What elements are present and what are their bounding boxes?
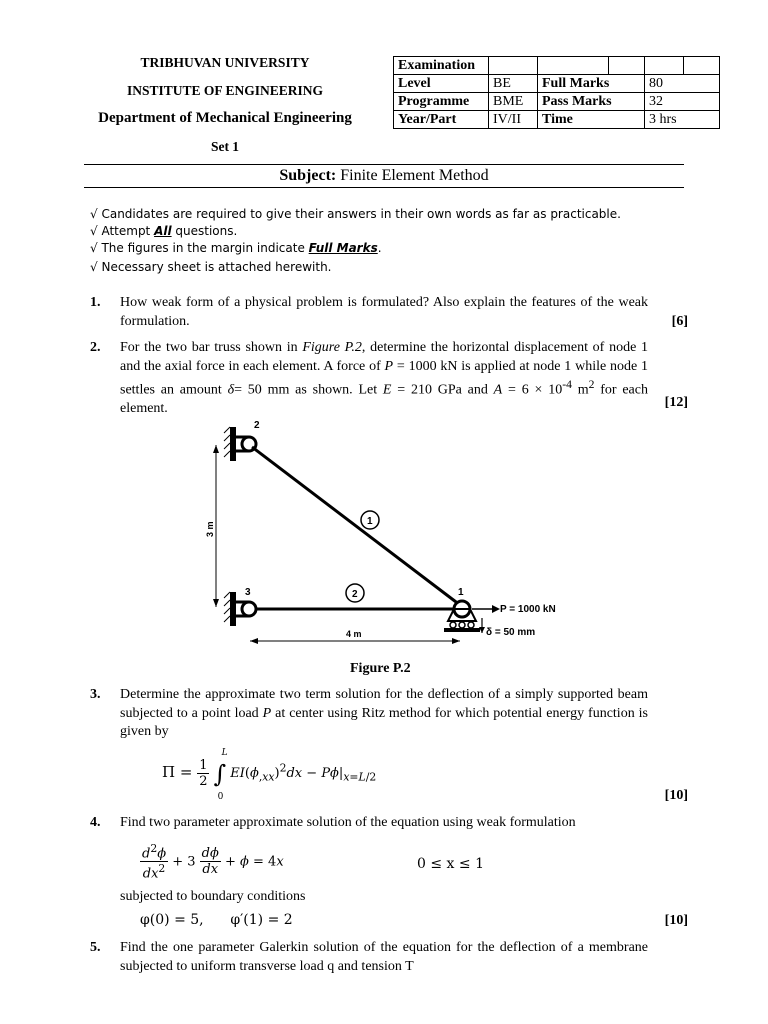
element-1-bar: [252, 447, 460, 605]
question-5-number: 5.: [90, 940, 101, 955]
university-name: TRIBHUVAN UNIVERSITY: [140, 55, 310, 70]
question-1-text: How weak form of a physical problem is formulated? Also explain the features of the weak formulation.: [120, 295, 648, 329]
question-2-marks: [12]: [664, 395, 688, 410]
truss-figure: [200, 415, 580, 650]
year-part-label: Year/Part: [394, 111, 489, 129]
question-2-number: 2.: [90, 340, 101, 355]
node-2-label: 2: [254, 420, 260, 431]
instruction-2: √ Attempt All questions.: [90, 224, 238, 238]
full-marks-value: 80: [645, 75, 720, 93]
subject-name: Finite Element Method: [340, 167, 489, 184]
level-value: BE: [489, 75, 538, 93]
set-label: Set 1: [210, 139, 240, 154]
question-3-text: Determine the approximate two term solution for the deflection of a simply supported beam subjected to a point load P at center using Ritz method for which potential energy function is given by: [120, 687, 648, 739]
question-1-number: 1.: [90, 295, 101, 310]
question-5-text: Find the one parameter Galerkin solution of the equation for the deflection of a membrane subjected to uniform transverse load q and tension T: [120, 940, 648, 974]
time-label: Time: [538, 111, 645, 129]
department-name: Department of Mechanical Engineering: [98, 110, 352, 126]
instruction-1: √ Candidates are required to give their answers in their own words as far as practicable.: [90, 207, 621, 221]
node-1-label: 1: [458, 587, 464, 598]
year-part-value: IV/II: [489, 111, 538, 129]
subject-line: [84, 167, 684, 185]
pass-marks-label: Pass Marks: [538, 93, 645, 111]
institute-name: INSTITUTE OF ENGINEERING: [126, 83, 324, 98]
support-wall-bottom: [230, 592, 236, 626]
programme-value: BME: [489, 93, 538, 111]
load-label: P = 1000 kN: [500, 604, 556, 615]
question-2-text: For the two bar truss shown in Figure P.2, determine the horizontal displacement of node 1 and the axial force in each element. A force of P = 1000 kN is applied at node 1 while node 1 settles an amount δ= 50 mm as shown. Let E = 210 GPa and $A = 6 \times 10^{-4}$ $m^2$ for each element.: [120, 340, 648, 417]
question-3-marks: [10]: [664, 788, 688, 803]
node-3-pin: [242, 602, 256, 616]
instruction-4: √ Necessary sheet is attached herewith.: [90, 260, 332, 274]
full-marks-label: Full Marks: [538, 75, 645, 93]
pass-marks-value: 32: [645, 93, 720, 111]
element-1-label: 1: [367, 516, 373, 527]
top-rule: [84, 164, 684, 165]
question-4-number: 4.: [90, 815, 101, 830]
node-3-label: 3: [245, 587, 251, 598]
question-4-text: Find two parameter approximate solution of the equation using weak formulation: [120, 815, 576, 830]
question-3-number: 3.: [90, 687, 101, 702]
examination-label: Examination: [394, 57, 489, 75]
support-wall-top: [230, 427, 236, 461]
exam-meta-table: [393, 56, 720, 129]
time-value: 3 hrs: [645, 111, 720, 129]
bottom-rule: [84, 187, 684, 188]
programme-label: Programme: [394, 93, 489, 111]
question-4-marks: [10]: [664, 913, 688, 928]
settlement-label: δ = 50 mm: [486, 627, 536, 638]
level-label: Level: [394, 75, 489, 93]
element-2-label: 2: [352, 589, 358, 600]
differential-equation: $\frac{d^2\phi}{dx^2}$ + 3 $\frac{d\phi}{dx}$ + ϕ = 4x: [142, 842, 284, 882]
width-dimension-label: 4 m: [346, 629, 362, 639]
energy-equation: Π = $\frac{1}{2}$ ∫ L 0 $EI(\phi_{,xx})^2dx - P\phi|_{x=L/2}$: [162, 747, 377, 802]
question-4-subtext: subjected to boundary conditions: [120, 889, 306, 904]
question-1-marks: [6]: [671, 314, 688, 329]
subject-label: Subject:: [279, 167, 337, 184]
domain-range: 0 ≤ x ≤ 1: [417, 856, 484, 872]
height-dimension-label: 3 m: [205, 521, 215, 537]
figure-caption: Figure P.2: [350, 661, 411, 676]
instruction-3: √ The figures in the margin indicate Full Marks.: [90, 241, 382, 255]
boundary-conditions: φ(0) = 5, φ′(1) = 2: [140, 912, 293, 928]
